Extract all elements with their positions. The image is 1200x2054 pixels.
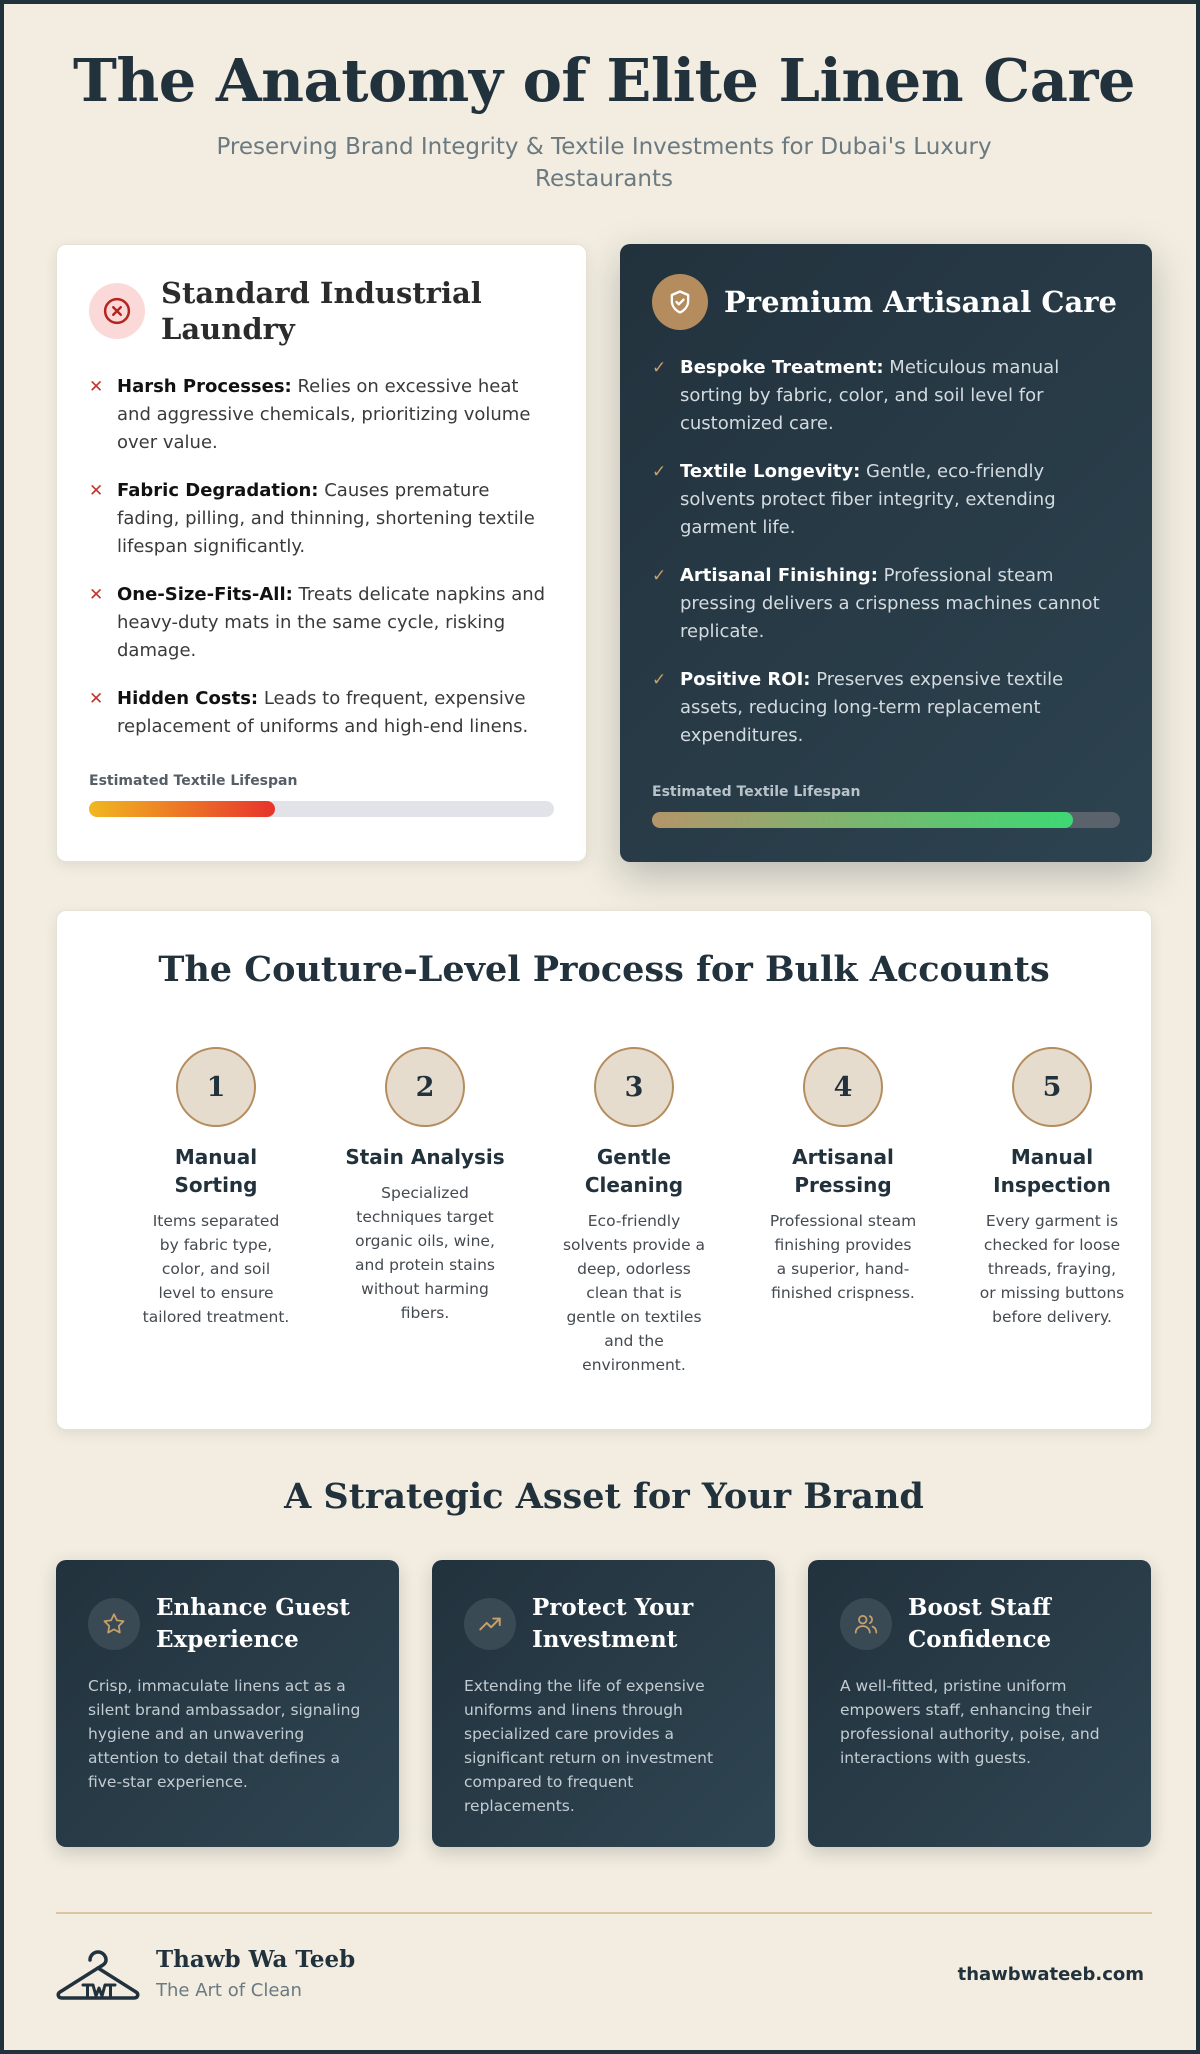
feature-title: Harsh Processes: [117,376,292,397]
standard-laundry-card [56,244,587,862]
lifespan-bar [652,812,1120,828]
cross-icon: ✕ [89,689,104,709]
step-number: 3 [594,1047,674,1127]
lifespan-label: Estimated Textile Lifespan [89,773,298,789]
feature-text: Causes premature fading, pilling, and thinning, shortening textile lifespan significantly. [117,480,535,557]
lifespan-label: Estimated Textile Lifespan [652,784,861,800]
feature-title: Hidden Costs: [117,688,259,709]
feature-title: Positive ROI: [680,669,811,690]
process-step [345,1047,505,1325]
feature-text: Gentle, eco-friendly solvents protect fiber integrity, extending garment life. [680,461,1056,538]
benefit-card-staff-confidence [808,1560,1151,1847]
website-link[interactable]: thawbwateeb.com [957,1964,1144,1985]
benefit-card-investment [432,1560,775,1847]
footer-divider [56,1912,1152,1914]
standard-card-title: Standard Industrial Laundry [161,276,482,346]
check-icon: ✓ [652,462,667,482]
standard-feature-list [89,373,546,761]
list-item [89,477,546,561]
process-step [136,1047,296,1329]
check-icon: ✓ [652,358,667,378]
feature-title: Bespoke Treatment: [680,357,884,378]
step-title: Artisanal Pressing [792,1145,894,1197]
process-title: The Couture-Level Process for Bulk Accounts [158,949,1050,990]
star-icon [88,1598,140,1650]
feature-text: Treats delicate napkins and heavy-duty mats in the same cycle, risking damage. [117,584,546,661]
benefit-description: Crisp, immaculate linens act as a silent brand ambassador, signaling hygiene and an unwavering attention to detail that defines a five-star experience. [88,1677,361,1791]
step-title: Stain Analysis [345,1145,505,1169]
step-number: 5 [1012,1047,1092,1127]
process-step [763,1047,923,1305]
premium-card-title: Premium Artisanal Care [724,285,1118,319]
feature-title: Textile Longevity: [680,461,861,482]
process-step [972,1047,1132,1329]
step-number: 4 [803,1047,883,1127]
benefit-title: Protect Your Investment [532,1594,694,1653]
lifespan-bar-fill [89,801,275,817]
benefit-card-guest-experience [56,1560,399,1847]
step-description: Specialized techniques target organic oils, wine, and protein stains without harming fibers. [355,1184,495,1322]
list-item [652,666,1112,750]
page-subtitle: Preserving Brand Integrity & Textile Investments for Dubai's Luxury Restaurants [216,134,992,192]
step-title: Manual Inspection [993,1145,1111,1197]
step-number: 2 [385,1047,465,1127]
step-description: Eco-friendly solvents provide a deep, odorless clean that is gentle on textiles and the environment. [562,1212,706,1374]
feature-title: Artisanal Finishing: [680,565,878,586]
check-icon: ✓ [652,670,667,690]
feature-text: Leads to frequent, expensive replacement of uniforms and high-end linens. [117,688,529,737]
check-icon: ✓ [652,566,667,586]
benefit-description: A well-fitted, pristine uniform empowers staff, enhancing their professional authority, poise, and interactions with guests. [840,1677,1100,1767]
list-item [89,685,546,741]
feature-text: Relies on excessive heat and aggressive chemicals, prioritizing volume over value. [117,376,531,453]
list-item [89,373,546,457]
feature-text: Professional steam pressing delivers a crispness machines cannot replicate. [680,565,1100,642]
brand-tagline: The Art of Clean [156,1980,302,2001]
lifespan-bar [89,801,554,817]
cross-icon: ✕ [89,481,104,501]
feature-text: Preserves expensive textile assets, reducing long-term replacement expenditures. [680,669,1064,746]
feature-text: Meticulous manual sorting by fabric, color, and soil level for customized care. [680,357,1060,434]
step-description: Every garment is checked for loose threads, fraying, or missing buttons before delivery. [979,1212,1125,1326]
feature-title: One-Size-Fits-All: [117,584,293,605]
premium-card-header [652,274,1128,330]
brand-name: Thawb Wa Teeb [156,1946,356,1973]
benefit-title: Enhance Guest Experience [156,1594,350,1653]
step-title: Manual Sorting [174,1145,258,1197]
standard-card-header [89,275,562,347]
benefit-title: Boost Staff Confidence [908,1594,1052,1653]
step-description: Items separated by fabric type, color, and soil level to ensure tailored treatment. [142,1212,290,1326]
x-circle-icon [89,283,145,339]
step-number: 1 [176,1047,256,1127]
list-item [652,562,1112,646]
process-step [554,1047,714,1377]
step-description: Professional steam finishing provides a superior, hand-finished crispness. [769,1212,917,1302]
premium-feature-list [652,354,1112,770]
feature-title: Fabric Degradation: [117,480,319,501]
list-item [652,458,1112,542]
cross-icon: ✕ [89,585,104,605]
hanger-logo-icon [56,1948,140,2006]
premium-care-card [620,244,1152,862]
users-icon [840,1598,892,1650]
page-title: The Anatomy of Elite Linen Care [72,46,1136,115]
lifespan-bar-fill [652,812,1073,828]
trending-up-icon [464,1598,516,1650]
step-title: Gentle Cleaning [584,1145,684,1197]
strategic-title: A Strategic Asset for Your Brand [284,1476,924,1517]
list-item [89,581,546,665]
list-item [652,354,1112,438]
benefit-description: Extending the life of expensive uniforms and linens through specialized care provides a significant return on investment compared to frequent replacements. [464,1677,714,1815]
cross-icon: ✕ [89,377,104,397]
shield-check-icon [652,274,708,330]
process-section [56,910,1152,1430]
